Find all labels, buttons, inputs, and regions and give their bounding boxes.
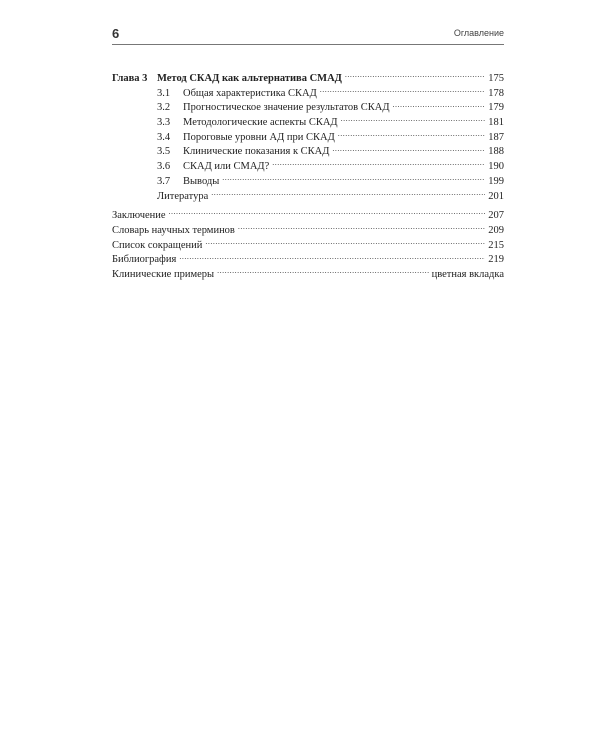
entry-page: цветная вкладка <box>431 268 504 280</box>
section-number: 3.5 <box>157 146 171 158</box>
section-title: Клинические показания к СКАД <box>183 146 330 158</box>
entry-title: Библиография <box>112 254 177 266</box>
toc-clinical-examples <box>112 267 504 282</box>
dot-leader <box>320 86 486 96</box>
literature-title: Литература <box>157 190 209 202</box>
section-page: 188 <box>488 146 504 158</box>
dot-leader <box>222 174 485 184</box>
section-title: СКАД или СМАД? <box>183 161 270 173</box>
table-of-contents <box>112 71 504 282</box>
toc-section-3-1 <box>112 86 504 101</box>
dot-leader <box>272 159 485 169</box>
dot-leader <box>338 130 486 140</box>
toc-section-3-7 <box>112 174 504 189</box>
toc-section-3-2 <box>112 100 504 115</box>
section-page: 178 <box>488 87 504 99</box>
section-number: 3.7 <box>157 175 171 187</box>
section-page: 199 <box>488 175 504 187</box>
dot-leader <box>169 208 486 218</box>
literature-page: 201 <box>488 190 504 202</box>
section-title: Методологические аспекты СКАД <box>183 117 338 129</box>
dot-leader <box>392 100 485 110</box>
section-number: 3.4 <box>157 131 171 143</box>
toc-section-3-5 <box>112 144 504 159</box>
entry-title: Заключение <box>112 210 166 222</box>
entry-title: Список сокращений <box>112 239 203 251</box>
toc-chapter-3 <box>112 71 504 86</box>
toc-section-3-4 <box>112 130 504 145</box>
dot-leader <box>217 267 429 277</box>
toc-bibliography <box>112 252 504 267</box>
toc-literature <box>112 189 504 204</box>
entry-page: 219 <box>488 254 504 266</box>
page-number: 6 <box>112 26 120 41</box>
dot-leader <box>332 144 485 154</box>
running-header-title: Оглавление <box>453 28 504 38</box>
dot-leader <box>238 223 485 233</box>
entry-title: Клинические примеры <box>112 268 215 280</box>
dot-leader <box>179 252 485 262</box>
section-number: 3.6 <box>157 161 171 173</box>
running-header <box>112 26 504 45</box>
section-title: Выводы <box>183 175 220 187</box>
dot-leader <box>341 115 486 125</box>
section-title: Общая характеристика СКАД <box>183 87 317 99</box>
dot-leader <box>345 71 485 81</box>
section-number: 3.2 <box>157 102 171 114</box>
section-number: 3.3 <box>157 117 171 129</box>
dot-leader <box>205 238 485 248</box>
entry-page: 209 <box>488 224 504 236</box>
entry-page: 207 <box>488 210 504 222</box>
section-page: 190 <box>488 161 504 173</box>
toc-glossary <box>112 223 504 238</box>
chapter-title: Метод СКАД как альтернатива СМАД <box>157 73 342 84</box>
section-title: Пороговые уровни АД при СКАД <box>183 131 335 143</box>
chapter-page: 175 <box>488 73 504 84</box>
section-page: 181 <box>488 117 504 129</box>
section-page: 187 <box>488 131 504 143</box>
dot-leader <box>211 189 485 199</box>
toc-section-3-3 <box>112 115 504 130</box>
chapter-label: Глава 3 <box>112 73 148 84</box>
section-title: Прогностическое значение результатов СКАД <box>183 102 390 114</box>
entry-title: Словарь научных терминов <box>112 224 235 236</box>
section-page: 179 <box>488 102 504 114</box>
toc-abbreviations <box>112 238 504 253</box>
entry-page: 215 <box>488 239 504 251</box>
toc-section-3-6 <box>112 159 504 174</box>
toc-conclusion <box>112 208 504 223</box>
section-number: 3.1 <box>157 87 171 99</box>
